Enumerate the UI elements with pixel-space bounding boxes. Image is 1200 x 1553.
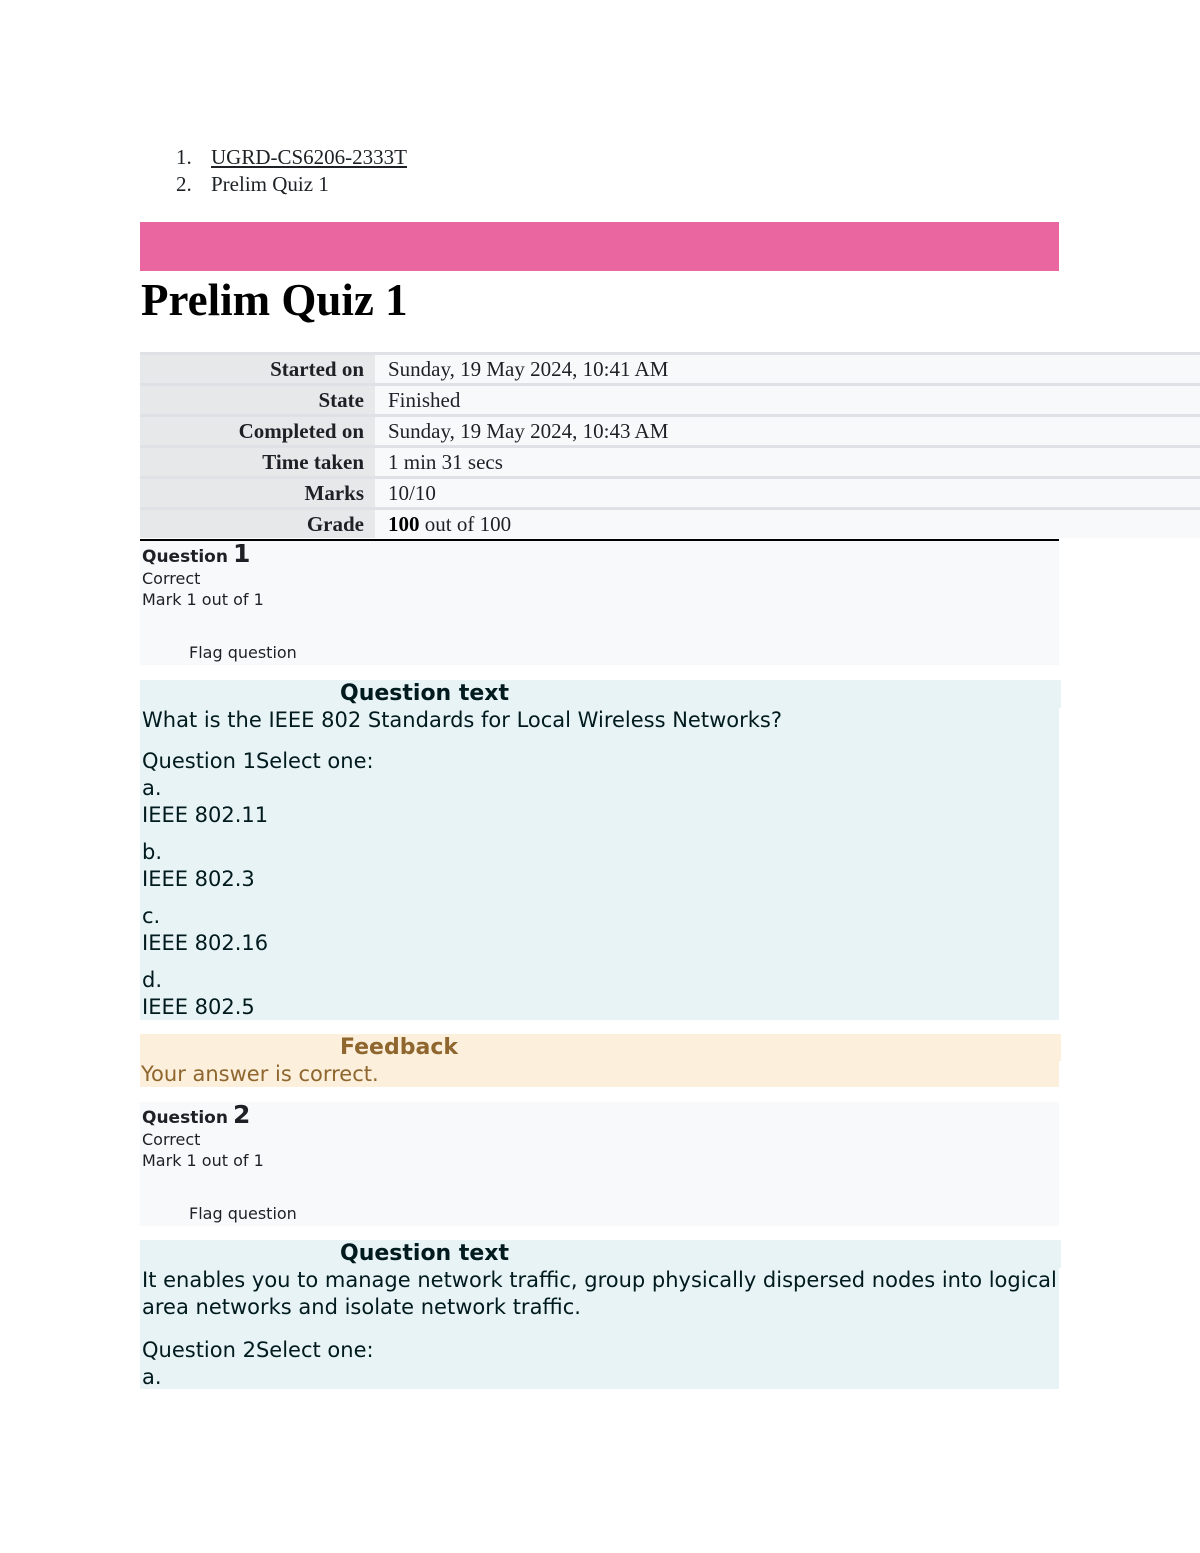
flag-question-button[interactable]: Flag question: [189, 1204, 297, 1223]
summary-label: Marks: [140, 476, 375, 507]
answer-option-letter: a.: [142, 1365, 162, 1389]
summary-row-grade: [140, 507, 1200, 538]
summary-value: Sunday, 19 May 2024, 10:41 AM: [375, 352, 1200, 383]
summary-value: [375, 507, 1200, 538]
question-grade: Mark 1 out of 1: [142, 590, 264, 609]
answer-option-text: IEEE 802.3: [142, 867, 255, 891]
summary-label: Started on: [140, 352, 375, 383]
summary-row-completed: [140, 414, 1200, 445]
summary-row-marks: [140, 476, 1200, 507]
question-text: What is the IEEE 802 Standards for Local Wireless Networks?: [142, 708, 782, 732]
attempt-summary-table: [140, 352, 1200, 538]
grade-score: 100: [388, 511, 420, 536]
question-number-value: 1: [233, 539, 251, 568]
answer-option-letter: c.: [142, 904, 161, 928]
question-info: [140, 541, 1059, 665]
question-number: [140, 1102, 1059, 1129]
breadcrumb-number: 2.: [176, 172, 192, 196]
summary-value: Finished: [375, 383, 1200, 414]
breadcrumb-item-quiz: [176, 171, 407, 198]
question-info: [140, 1102, 1059, 1226]
question-text-heading: Question text: [340, 1240, 1061, 1268]
summary-label: Time taken: [140, 445, 375, 476]
question-state: Correct: [142, 569, 201, 588]
question-content: [140, 1240, 1059, 1389]
flag-question-button[interactable]: Flag question: [189, 643, 297, 662]
feedback-heading: Feedback: [340, 1034, 1061, 1061]
page-title: Prelim Quiz 1: [141, 275, 408, 325]
summary-label: State: [140, 383, 375, 414]
breadcrumb-course-link[interactable]: UGRD-CS6206-2333T: [211, 145, 408, 169]
breadcrumb: [176, 144, 407, 198]
answer-option[interactable]: [140, 903, 268, 957]
answer-option[interactable]: [140, 967, 255, 1021]
summary-label: Completed on: [140, 414, 375, 445]
question-text-heading: Question text: [340, 680, 1061, 708]
summary-row-started: [140, 352, 1200, 383]
feedback-text: Your answer is correct.: [141, 1062, 379, 1086]
answer-option-text: IEEE 802.5: [142, 995, 255, 1019]
question-state: Correct: [142, 1130, 201, 1149]
answer-option-text: IEEE 802.11: [142, 803, 269, 827]
feedback-panel: [140, 1034, 1059, 1087]
breadcrumb-number: 1.: [176, 145, 192, 169]
question-label: Question: [142, 547, 228, 567]
breadcrumb-item-course: [176, 144, 407, 171]
answer-option[interactable]: [140, 775, 268, 829]
summary-row-state: [140, 383, 1200, 414]
question-grade: Mark 1 out of 1: [142, 1151, 264, 1170]
answer-option[interactable]: [140, 1364, 162, 1391]
summary-label: Grade: [140, 507, 375, 538]
answer-option-letter: d.: [142, 968, 163, 992]
grade-total: out of 100: [419, 511, 512, 536]
answer-option[interactable]: [140, 839, 255, 893]
answer-prompt: Question 1Select one:: [142, 749, 374, 773]
summary-value: 10/10: [375, 476, 1200, 507]
question-number: [140, 541, 1059, 568]
question-content: [140, 680, 1059, 1020]
question-text: It enables you to manage network traffic, group physically dispersed nodes into logical area networks and isolate network traffic.: [142, 1268, 1057, 1319]
summary-row-time-taken: [140, 445, 1200, 476]
summary-value: 1 min 31 secs: [375, 445, 1200, 476]
breadcrumb-current: Prelim Quiz 1: [211, 172, 329, 196]
answer-option-text: IEEE 802.16: [142, 931, 269, 955]
answer-option-letter: b.: [142, 840, 163, 864]
summary-value: Sunday, 19 May 2024, 10:43 AM: [375, 414, 1200, 445]
question-label: Question: [142, 1108, 228, 1128]
page-banner: [140, 222, 1059, 271]
question-number-value: 2: [233, 1100, 251, 1129]
answer-option-letter: a.: [142, 776, 162, 800]
answer-prompt: Question 2Select one:: [142, 1338, 374, 1362]
